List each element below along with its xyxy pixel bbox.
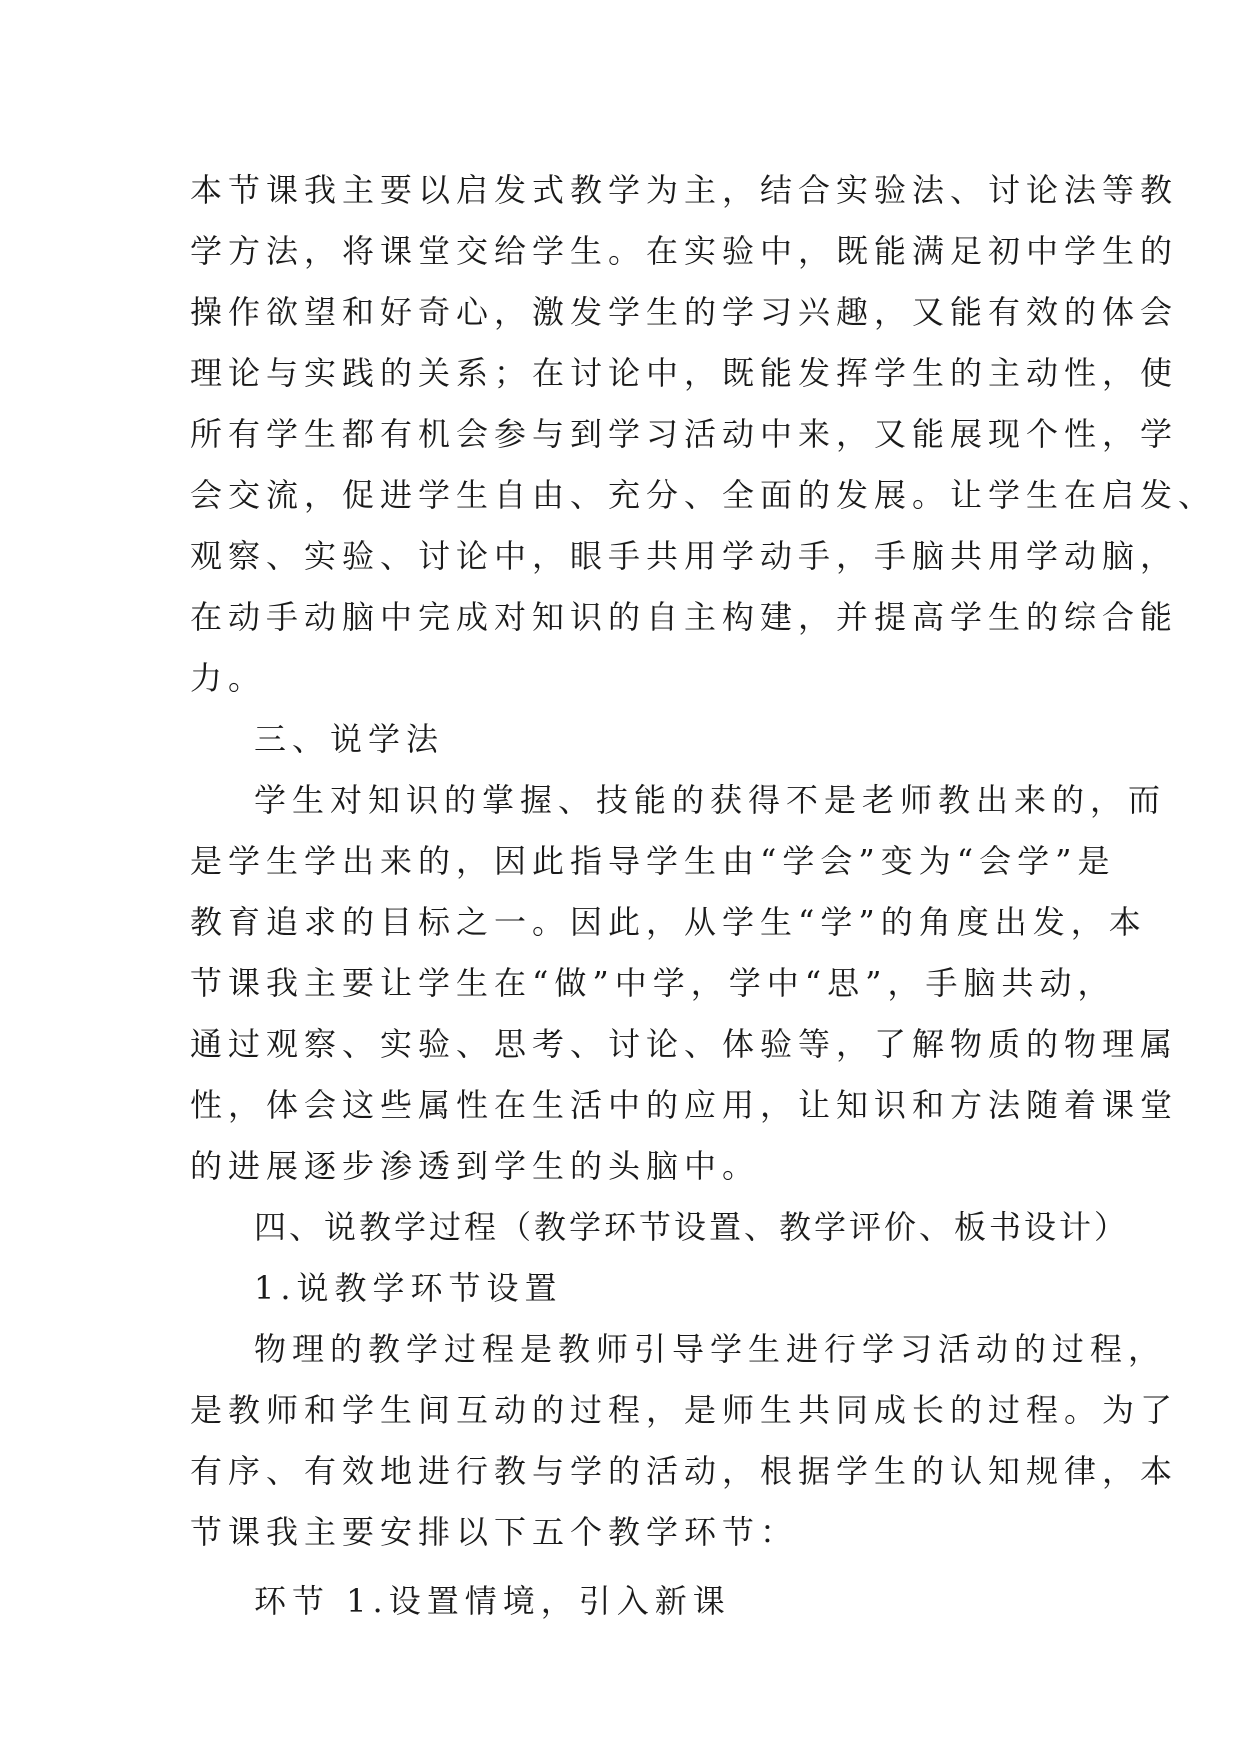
paragraph-line: 所有学生都有机会参与到学习活动中来，又能展现个性，学 bbox=[190, 415, 1179, 453]
paragraph-line: 观察、实验、讨论中，眼手共用学动手，手脑共用学动脑， bbox=[190, 537, 1179, 575]
paragraph-line: 学生对知识的掌握、技能的获得不是老师教出来的，而 bbox=[254, 781, 1167, 819]
step-heading-1: 环节 1.设置情境，引入新课 bbox=[254, 1582, 731, 1620]
section-heading-learning-method: 三、说学法 bbox=[254, 720, 445, 758]
paragraph-line: 性，体会这些属性在生活中的应用，让知识和方法随着课堂 bbox=[190, 1086, 1179, 1124]
paragraph-line: 有序、有效地进行教与学的活动，根据学生的认知规律，本 bbox=[190, 1452, 1179, 1490]
paragraph-line: 节课我主要安排以下五个教学环节： bbox=[190, 1513, 799, 1551]
paragraph-line: 是教师和学生间互动的过程，是师生共同成长的过程。为了 bbox=[190, 1391, 1179, 1429]
paragraph-line: 是学生学出来的，因此指导学生由“学会”变为“会学”是 bbox=[190, 842, 1116, 880]
paragraph-line: 本节课我主要以启发式教学为主，结合实验法、讨论法等教 bbox=[190, 171, 1179, 209]
paragraph-line: 物理的教学过程是教师引导学生进行学习活动的过程， bbox=[254, 1330, 1167, 1368]
section-heading-teaching-process: 四、说教学过程（教学环节设置、教学评价、板书设计） bbox=[254, 1208, 1130, 1246]
paragraph-line: 理论与实践的关系；在讨论中，既能发挥学生的主动性，使 bbox=[190, 354, 1179, 392]
paragraph-line: 通过观察、实验、思考、讨论、体验等，了解物质的物理属 bbox=[190, 1025, 1179, 1063]
paragraph-line: 的进展逐步渗透到学生的头脑中。 bbox=[190, 1147, 761, 1185]
paragraph-line: 力。 bbox=[190, 659, 267, 697]
paragraph-line: 学方法，将课堂交给学生。在实验中，既能满足初中学生的 bbox=[190, 232, 1179, 270]
paragraph-line: 在动手动脑中完成对知识的自主构建，并提高学生的综合能 bbox=[190, 598, 1179, 636]
paragraph-line: 节课我主要让学生在“做”中学，学中“思”，手脑共动， bbox=[190, 964, 1116, 1002]
subheading-teaching-steps: 1.说教学环节设置 bbox=[254, 1269, 563, 1307]
paragraph-line: 操作欲望和好奇心，激发学生的学习兴趣，又能有效的体会 bbox=[190, 293, 1179, 331]
paragraph-line: 会交流，促进学生自由、充分、全面的发展。让学生在启发、 bbox=[190, 476, 1217, 514]
paragraph-line: 教育追求的目标之一。因此，从学生“学”的角度出发，本 bbox=[190, 903, 1147, 941]
document-body bbox=[190, 160, 1217, 1632]
